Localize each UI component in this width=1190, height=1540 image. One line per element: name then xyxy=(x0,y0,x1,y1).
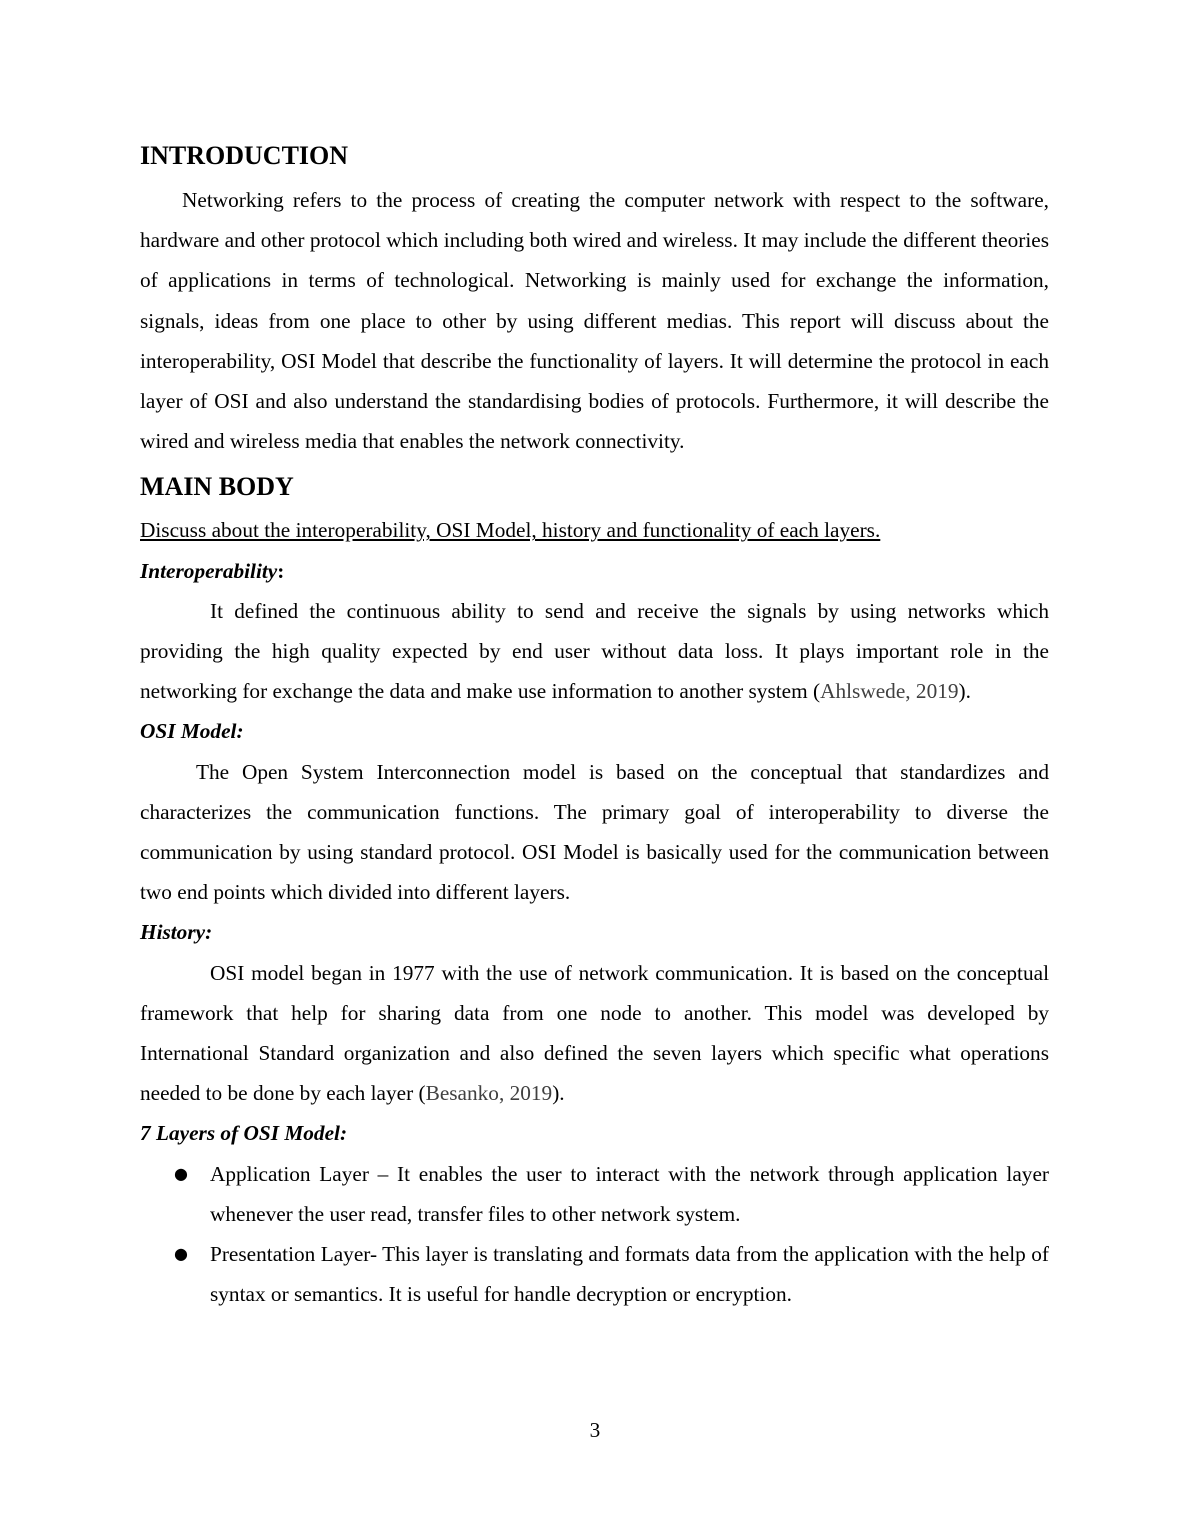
interoperability-text: It defined the continuous ability to send and receive the signals by using networks which providing the high quality expected by end user without data loss. It plays important role in the networking for exchange the data and make use information to another system ( xyxy=(140,598,1049,704)
bullet-icon: ● xyxy=(174,1244,188,1264)
history-label: History: xyxy=(140,920,213,945)
history-citation: Besanko, 2019 xyxy=(425,1081,553,1106)
bullet-icon: ● xyxy=(174,1163,188,1183)
layers-list xyxy=(140,1154,1049,1315)
page-number: 3 xyxy=(589,1418,601,1442)
interoperability-after: ). xyxy=(958,679,971,704)
history-paragraph xyxy=(140,953,1049,1114)
document-page xyxy=(140,138,1049,1314)
main-body-heading: MAIN BODY xyxy=(140,472,294,502)
layer-item-text: Presentation Layer- This layer is translating and formats data from the application with the help of syntax or semantics. It is useful for handle decryption or encryption. xyxy=(210,1242,1049,1307)
list-item xyxy=(140,1234,1049,1314)
interoperability-label-text: Interoperability xyxy=(140,558,278,583)
main-body-subtitle: Discuss about the interoperability, OSI Model, history and functionality of each layers. xyxy=(140,518,881,543)
interoperability-label-colon: : xyxy=(277,558,285,583)
layer-item-text: Application Layer – It enables the user to interact with the network through application layer whenever the user read, transfer files to other network system. xyxy=(210,1161,1049,1226)
layers-label: 7 Layers of OSI Model: xyxy=(140,1121,348,1146)
history-after: ). xyxy=(552,1081,565,1106)
introduction-heading: INTRODUCTION xyxy=(140,141,349,170)
interoperability-paragraph xyxy=(140,591,1049,712)
osi-model-paragraph: The Open System Interconnection model is based on the conceptual that standardizes and characterizes the communication functions. The primary goal of interoperability to diverse the communication by using standard protocol. OSI Model is basically used for the communication between two end points which divided into different layers. xyxy=(140,759,1049,905)
interoperability-citation: Ahlswede, 2019 xyxy=(820,679,959,704)
osi-model-label: OSI Model: xyxy=(140,719,244,744)
interoperability-label xyxy=(140,551,1049,591)
introduction-paragraph: Networking refers to the process of creating the computer network with respect to the software, hardware and other protocol which including both wired and wireless. It may include the different theories of applications in terms of technological. Networking is mainly used for exchange the information, signals, ideas from one place to other by using different medias. This report will discuss about the interoperability, OSI Model that describe the functionality of layers. It will determine the protocol in each layer of OSI and also understand the standardising bodies of protocols. Furthermore, it will describe the wired and wireless media that enables the network connectivity. xyxy=(140,188,1049,454)
history-text: OSI model began in 1977 with the use of network communication. It is based on the conceptual framework that help for sharing data from one node to another. This model was developed by International Standard organization and also defined the seven layers which specific what operations needed to be done by each layer ( xyxy=(140,960,1049,1106)
list-item xyxy=(140,1154,1049,1234)
